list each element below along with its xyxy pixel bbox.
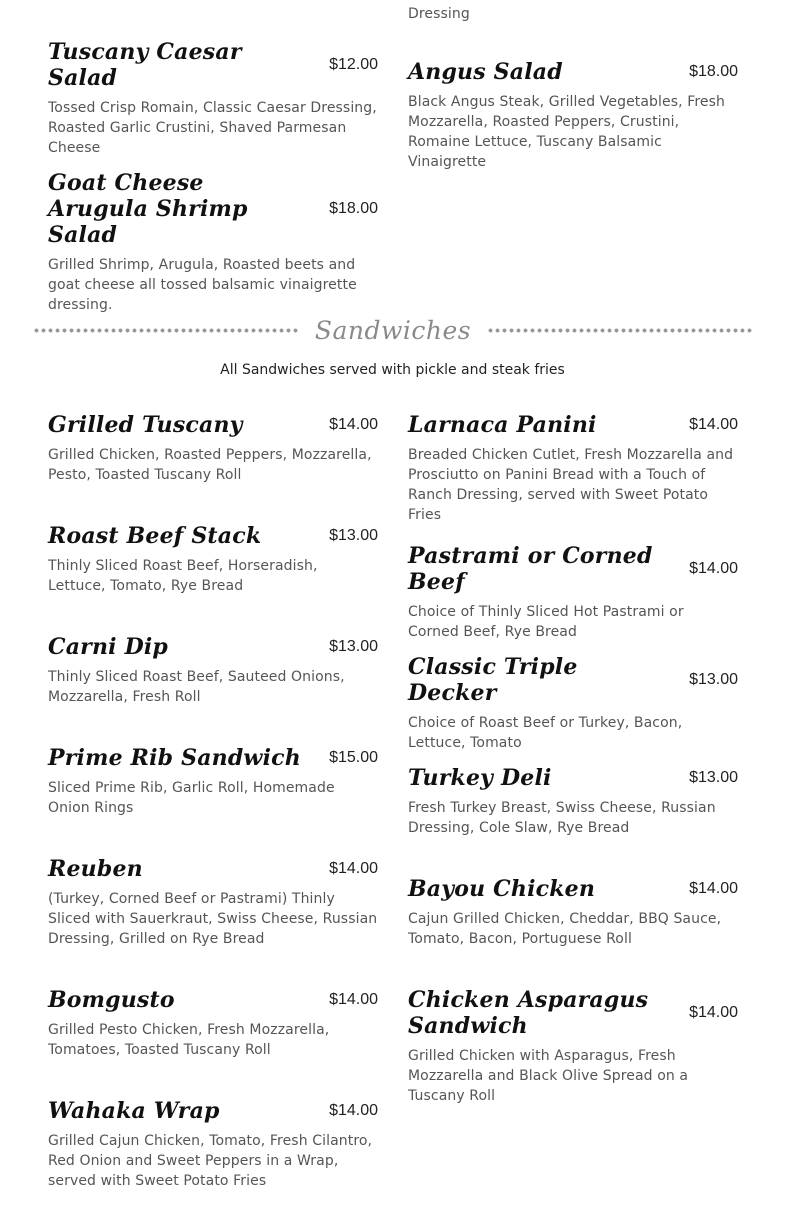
menu-item [408,543,738,642]
menu-item-price: $12.00 [329,56,378,73]
menu-item [408,876,738,949]
menu-item-price: $14.00 [329,860,378,877]
menu-item-description: Breaded Chicken Cutlet, Fresh Mozzarella and Prosciutto on Panini Bread with a Touch of Ranch Dressing, served with Sweet Potato Fries [408,447,734,523]
menu-item-name: Carni Dip [48,634,168,660]
menu-item [48,1098,378,1191]
menu-item [48,412,378,485]
menu-item [48,745,378,818]
dotted-rule-right [487,328,753,333]
menu-item-name: Prime Rib Sandwich [48,745,301,771]
menu-item-name: Angus Salad [408,59,563,85]
menu-item-name: Larnaca Panini [408,412,597,438]
menu-item-name: Pastrami or Corned Beef [408,543,653,595]
menu-item-description: Thinly Sliced Roast Beef, Horseradish, Lettuce, Tomato, Rye Bread [48,558,318,594]
menu-item-description: Grilled Shrimp, Arugula, Roasted beets and goat cheese all tossed balsamic vinaigrette dressing. [48,257,357,313]
menu-item-price: $13.00 [689,769,738,786]
menu-item-name: Bomgusto [48,987,175,1013]
menu-item-price: $14.00 [329,416,378,433]
section-divider [33,310,753,350]
menu-item-price: $13.00 [329,638,378,655]
menu-item-name: Chicken Asparagus Sandwich [408,987,649,1039]
menu-item-description: Grilled Chicken with Asparagus, Fresh Mozzarella and Black Olive Spread on a Tuscany Roll [408,1048,689,1104]
menu-item-description: Sliced Prime Rib, Garlic Roll, Homemade Onion Rings [48,780,335,816]
menu-item-name: Turkey Deli [408,765,552,791]
menu-item [408,412,738,525]
menu-item-name: Reuben [48,856,143,882]
menu-item-description: Black Angus Steak, Grilled Vegetables, Fresh Mozzarella, Roasted Peppers, Crustini, Romaine Lettuce, Tuscany Balsamic Vinaigrette [408,94,726,170]
dotted-rule-left [33,328,299,333]
menu-item-description: Fresh Turkey Breast, Swiss Cheese, Russian Dressing, Cole Slaw, Rye Bread [408,800,716,836]
menu-item-description: Grilled Cajun Chicken, Tomato, Fresh Cilantro, Red Onion and Sweet Peppers in a Wrap, served with Sweet Potato Fries [48,1133,373,1189]
menu-item-price: $14.00 [689,416,738,433]
menu-item-price: $18.00 [329,200,378,217]
menu-item-description: Grilled Chicken, Roasted Peppers, Mozzarella, Pesto, Toasted Tuscany Roll [48,447,372,483]
menu-item-price: $13.00 [689,671,738,688]
menu-item [48,39,378,158]
menu-item-description: Choice of Roast Beef or Turkey, Bacon, Lettuce, Tomato [408,715,683,751]
menu-item [48,523,378,596]
menu-item [408,654,738,753]
menu-item-name: Wahaka Wrap [48,1098,220,1124]
menu-item-price: $14.00 [689,560,738,577]
menu-item [408,987,738,1106]
section-title: Sandwiches [314,315,472,345]
menu-item-name: Goat Cheese Arugula Shrimp Salad [48,170,248,248]
menu-item-name: Grilled Tuscany [48,412,243,438]
menu-item-name: Tuscany Caesar Salad [48,39,242,91]
menu-item [48,170,378,315]
menu-item [408,59,738,172]
menu-item [48,856,378,949]
menu-item [48,987,378,1060]
previous-item-desc-fragment: Dressing [408,6,470,22]
menu-item-price: $14.00 [689,1004,738,1021]
menu-item-description: Choice of Thinly Sliced Hot Pastrami or Corned Beef, Rye Bread [408,604,684,640]
menu-item-description: Thinly Sliced Roast Beef, Sauteed Onions, Mozzarella, Fresh Roll [48,669,345,705]
menu-item-name: Bayou Chicken [408,876,596,902]
menu-item-description: (Turkey, Corned Beef or Pastrami) Thinly Sliced with Sauerkraut, Swiss Cheese, Russian Dressing, Grilled on Rye Bread [48,891,378,947]
menu-item-price: $18.00 [689,63,738,80]
menu-item-price: $14.00 [689,880,738,897]
menu-item-price: $13.00 [329,527,378,544]
menu-item-price: $14.00 [329,991,378,1008]
menu-item-price: $14.00 [329,1102,378,1119]
menu-item-price: $15.00 [329,749,378,766]
menu-item-name: Classic Triple Decker [408,654,578,706]
menu-item-description: Grilled Pesto Chicken, Fresh Mozzarella, Tomatoes, Toasted Tuscany Roll [48,1022,330,1058]
menu-item-name: Roast Beef Stack [48,523,262,549]
menu-item [408,765,738,838]
menu-item-description: Cajun Grilled Chicken, Cheddar, BBQ Sauce, Tomato, Bacon, Portuguese Roll [408,911,722,947]
menu-item [48,634,378,707]
menu-item-description: Tossed Crisp Romain, Classic Caesar Dressing, Roasted Garlic Crustini, Shaved Parmesan Cheese [48,100,377,156]
section-note: All Sandwiches served with pickle and steak fries [220,362,565,378]
